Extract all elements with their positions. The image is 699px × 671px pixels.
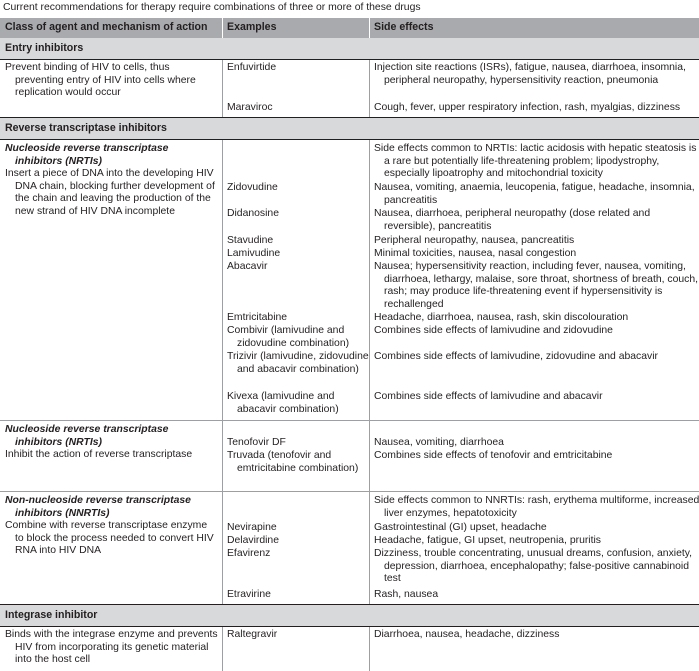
drug-name: Tenofovir DF [227, 437, 286, 448]
section-band-rti [0, 118, 699, 139]
column-divider [222, 59, 223, 117]
column-divider [369, 626, 370, 671]
side-effects-text: Nausea, vomiting, diarrhoea [374, 437, 504, 448]
subgroup-title: Nucleoside reverse transcriptase inhibitors (NRTIs) [5, 143, 169, 167]
side-effects-text: Minimal toxicities, nausea, nasal congestion [374, 248, 577, 259]
side-effects-text: Cough, fever, upper respiratory infection, rash, myalgias, dizziness [374, 102, 681, 113]
side-effects-text: Peripheral neuropathy, nausea, pancreatitis [374, 235, 575, 246]
side-effects-text: Combines side effects of lamivudine, zidovudine and abacavir [374, 351, 658, 362]
section-band-integrase [0, 605, 699, 626]
side-effects-text: Nausea; hypersensitivity reaction, including fever, nausea, vomiting, diarrhoea, lethargy, malaise, sore throat, shortness of breath, couch, rash; may produce life-threatening event if hypersensitivity is rechallenged [374, 261, 699, 310]
section-title: Integrase inhibitor [5, 609, 98, 621]
drug-name: Kivexa (lamivudine and abacavir combination) [227, 391, 339, 415]
mechanism-text: Binds with the integrase enzyme and prevents HIV from incorporating its genetic material into the host cell [5, 629, 218, 665]
mechanism-text: Inhibit the action of reverse transcriptase [5, 449, 193, 460]
side-effects-text: Combines side effects of lamivudine and abacavir [374, 391, 603, 402]
mechanism-text: Combine with reverse transcriptase enzyme to block the process needed to convert HIV RNA into HIV DNA [5, 520, 214, 556]
header-examples: Examples [227, 21, 277, 33]
drug-name: Delavirdine [227, 535, 279, 546]
side-effects-text: Combines side effects of lamivudine and zidovudine [374, 325, 613, 336]
drug-name: Truvada (tenofovir and emtricitabine combination) [227, 450, 359, 474]
drug-name: Efavirenz [227, 548, 271, 559]
section-band-entry [0, 38, 699, 59]
drug-name: Emtricitabine [227, 312, 288, 323]
table-header-row [0, 18, 699, 38]
side-effects-text: Nausea, vomiting, anaemia, leucopenia, fatigue, headache, insomnia, pancreatitis [374, 182, 695, 206]
drug-name: Enfuvirtide [227, 62, 277, 73]
ntrti-group [5, 424, 217, 462]
common-side-effects: Side effects common to NNRTIs: rash, erythema multiforme, increased liver enzymes, hepatotoxicity [374, 495, 699, 519]
section-rule [0, 59, 699, 60]
common-side-effects: Side effects common to NRTIs: lactic acidosis with hepatic steatosis is a rare but potentially life-threatening problem; lipodystrophy, especially lipoatrophy and mitochondrial toxicity [374, 143, 697, 179]
drug-name: Trizivir (lamivudine, zidovudine and abacavir combination) [227, 351, 369, 375]
side-effects-text: Gastrointestinal (GI) upset, headache [374, 522, 547, 533]
drug-name: Lamivudine [227, 248, 281, 259]
subgroup-title: Nucleoside reverse transcriptase inhibitors (NRTIs) [5, 424, 169, 448]
side-effects-text: Headache, fatigue, GI upset, neutropenia, pruritis [374, 535, 602, 546]
drug-name: Combivir (lamivudine and zidovudine combination) [227, 325, 350, 349]
drug-name: Zidovudine [227, 182, 278, 193]
header-class: Class of agent and mechanism of action [5, 21, 208, 33]
section-title: Reverse transcriptase inhibitors [5, 122, 167, 134]
drug-name: Abacavir [227, 261, 268, 272]
side-effects-text: Injection site reactions (ISRs), fatigue, nausea, diarrhoea, insomnia, peripheral neuropathy, hypersensitivity reaction, pneumonia [374, 62, 686, 86]
subgroup-rule [0, 420, 699, 421]
nnrti-group [5, 495, 217, 558]
header-divider [222, 18, 223, 38]
section-rule [0, 626, 699, 627]
column-divider [222, 140, 223, 608]
section-rule [0, 139, 699, 140]
mechanism-text: Prevent binding of HIV to cells, thus preventing entry of HIV into cells where replication would occur [5, 62, 196, 98]
drug-name: Stavudine [227, 235, 274, 246]
side-effects-text: Rash, nausea [374, 589, 439, 600]
drug-name: Didanosine [227, 208, 279, 219]
header-side-effects: Side effects [374, 21, 434, 33]
side-effects-text: Diarrhoea, nausea, headache, dizziness [374, 629, 560, 640]
drug-name: Nevirapine [227, 522, 277, 533]
header-divider [369, 18, 370, 38]
section-title: Entry inhibitors [5, 42, 84, 54]
nrti-group [5, 143, 217, 218]
column-divider [369, 59, 370, 117]
subgroup-title: Non-nucleoside reverse transcriptase inhibitors (NNRTIs) [5, 495, 191, 519]
side-effects-text: Combines side effects of tenofovir and emtricitabine [374, 450, 613, 461]
subgroup-rule [0, 491, 699, 492]
side-effects-text: Dizziness, trouble concentrating, unusual dreams, confusion, anxiety, depression, diarrhoea, encephalopathy; false-positive cannabinoid test [374, 548, 693, 584]
side-effects-text: Nausea, diarrhoea, peripheral neuropathy (dose related and reversible), pancreatitis [374, 208, 651, 232]
drug-name: Raltegravir [227, 629, 278, 640]
drug-name: Maraviroc [227, 102, 273, 113]
side-effects-text: Headache, diarrhoea, nausea, rash, skin discolouration [374, 312, 629, 323]
table-caption: Current recommendations for therapy require combinations of three or more of these drugs [3, 2, 421, 13]
drug-name: Etravirine [227, 589, 271, 600]
mechanism-text: Insert a piece of DNA into the developing HIV DNA chain, blocking further development of the chain and leaving the production of the new strand of HIV DNA incomplete [5, 168, 215, 217]
